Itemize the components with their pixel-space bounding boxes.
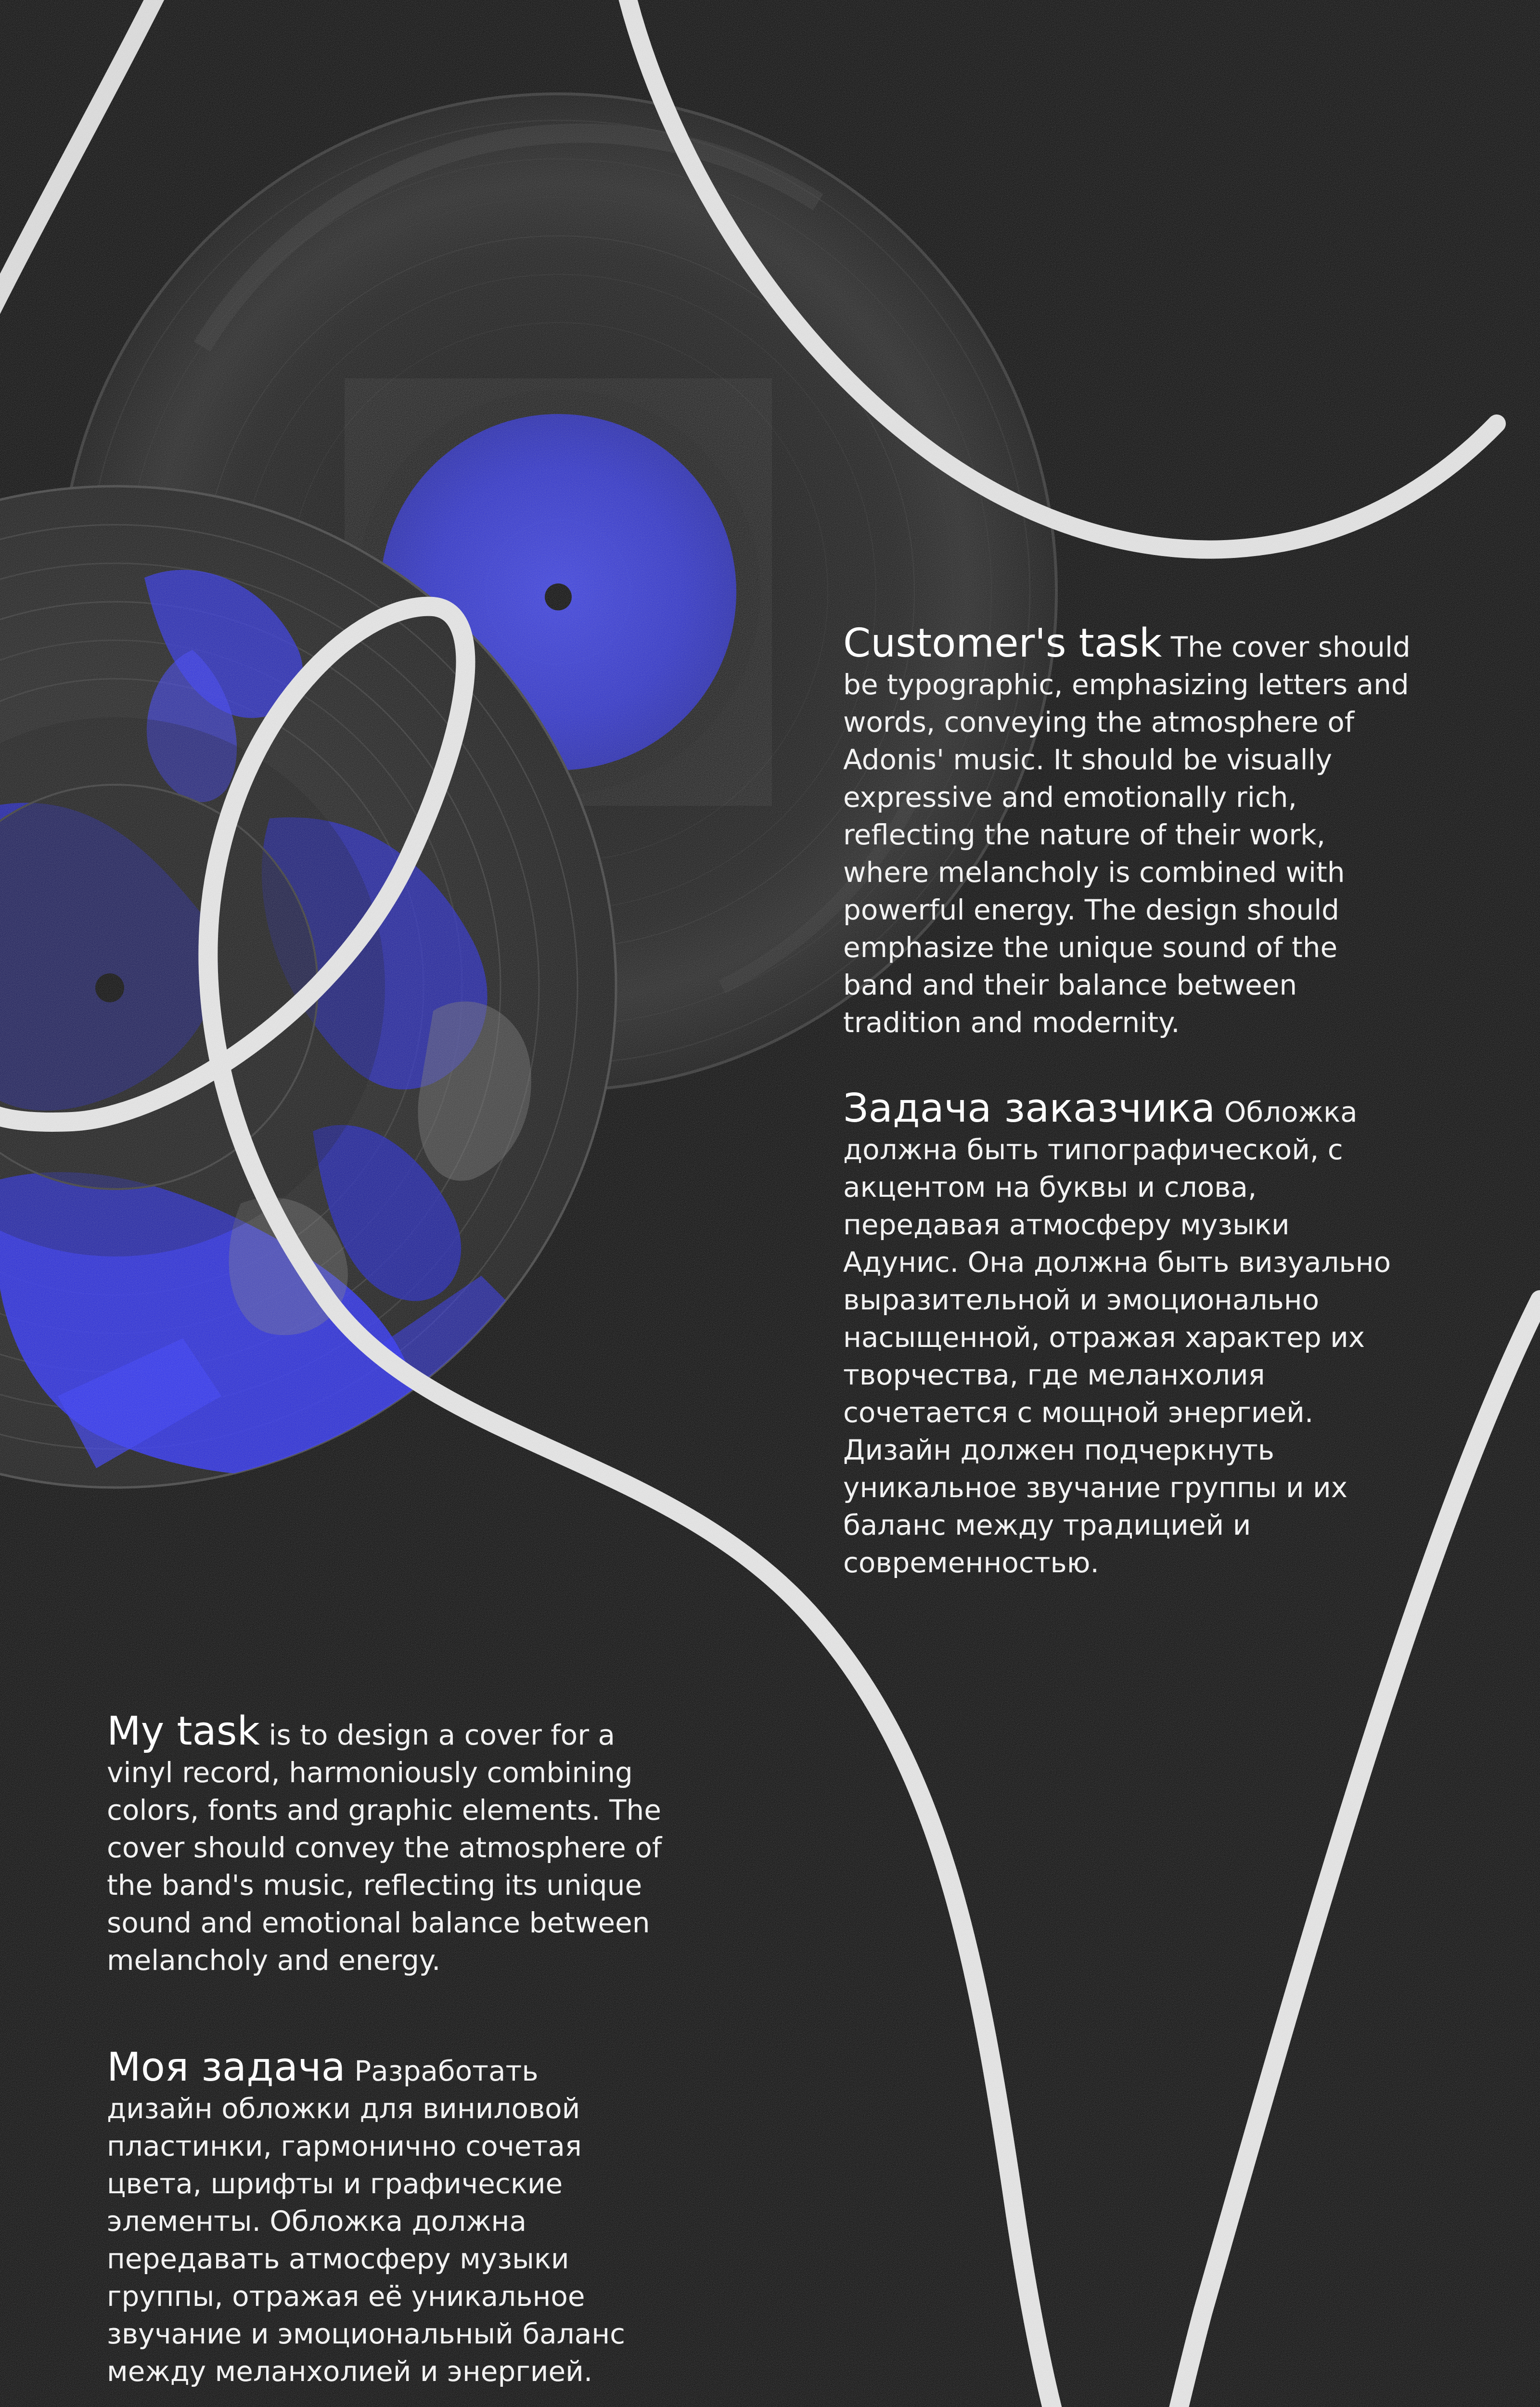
customer-task-heading-ru: Задача заказчика	[843, 1086, 1215, 1131]
customer-task-body-en: The cover should be typographic, emphasizing letters and words, conveying the atmosphere of Adonis' music. It should be visually expressive and emotionally rich, reflecting the nature of their work, where melancholy is combined with powerful energy. The design should emphasize the unique sound of the band and their balance between tradition and modernity.	[843, 631, 1411, 1039]
my-task-heading-ru: Моя задача	[107, 2045, 346, 2090]
customer-task-body-ru: Обложка должна быть типографической, с акцентом на буквы и слова, передавая атмосферу музыки Адунис. Она должна быть визуально выразительной и эмоционально насыщенной, отражая характер их творчества, где меланхолия сочетается с мощной энергией. Дизайн должен подчеркнуть уникальное звучание группы и их баланс между традицией и современностью.	[843, 1096, 1391, 1579]
my-task-heading-en: My task	[107, 1708, 260, 1754]
my-task-body-ru: Разработать дизайн обложки для виниловой пластинки, гармонично сочетая цвета, шрифты и графические элементы. Обложка должна передавать атмосферу музыки группы, отражая её уникальное звучание и эмоциональный баланс между меланхолией и энергией.	[107, 2055, 625, 2388]
my-task-body-en: is to design a cover for a vinyl record, harmoniously combining colors, fonts and graphic elements. The cover should convey the atmosphere of the band's music, reflecting its unique sound and emotional balance between melancholy and energy.	[107, 1719, 662, 1977]
customer-task-heading-en: Customer's task	[843, 621, 1162, 666]
